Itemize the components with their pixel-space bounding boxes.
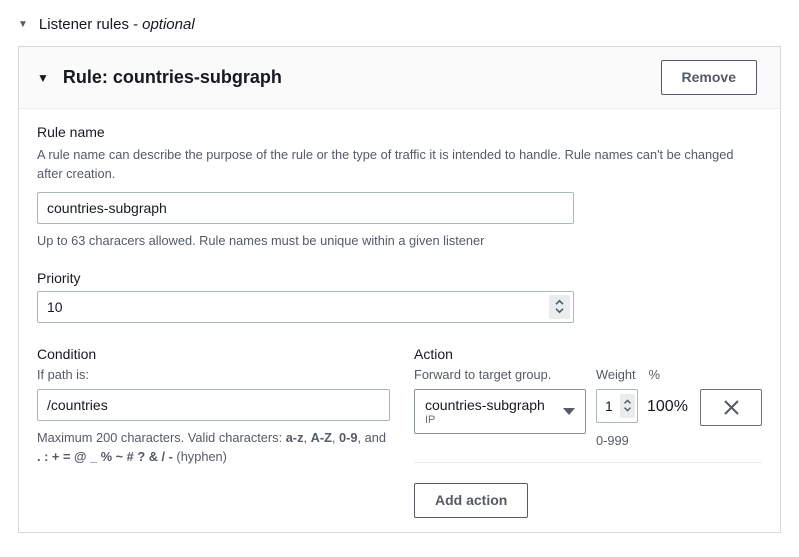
listener-rules-title: Listener rules -	[38, 16, 139, 33]
action-column	[414, 346, 762, 518]
close-icon	[722, 398, 741, 417]
add-action-button[interactable]: Add action	[414, 483, 528, 518]
forward-target-group-label: Forward to target group.	[414, 366, 552, 382]
priority-field	[37, 270, 762, 323]
remove-rule-button[interactable]: Remove	[661, 60, 757, 95]
target-group-value: countries-subgraph	[425, 396, 545, 413]
weight-range-helper: 0-999	[596, 432, 629, 448]
listener-rules-optional-label: optional	[142, 16, 195, 33]
priority-label: Priority	[37, 269, 81, 286]
weight-field	[596, 389, 638, 448]
weight-label: Weight	[596, 366, 636, 382]
priority-input-wrap	[37, 291, 574, 323]
remove-action-button[interactable]	[700, 389, 762, 426]
weight-input-wrap	[596, 389, 638, 423]
rule-caret-icon: ▼	[37, 70, 49, 85]
listener-rules-expander[interactable]	[18, 16, 781, 33]
rule-title: Rule: countries-subgraph	[62, 67, 282, 87]
expander-caret-icon: ▼	[18, 19, 28, 30]
weight-stepper[interactable]	[620, 394, 635, 418]
rule-name-label: Rule name	[37, 124, 105, 140]
rule-name-helper: Up to 63 characers allowed. Rule names must be unique within a given listener	[37, 233, 485, 249]
action-label: Action	[414, 345, 453, 362]
target-group-select[interactable]	[414, 389, 586, 434]
action-controls-row	[414, 389, 762, 448]
rule-name-input[interactable]	[37, 192, 574, 224]
priority-stepper[interactable]	[549, 295, 570, 319]
if-path-is-label: If path is:	[37, 366, 89, 382]
chevron-up-down-icon	[623, 398, 632, 413]
condition-helper: Maximum 200 characters. Valid characters: a-z, A-Z, 0-9, and . : + = @ _ % ~ # ? & / - (hyphen)	[37, 429, 387, 464]
path-condition-input[interactable]	[37, 389, 390, 421]
rule-panel	[18, 46, 781, 533]
rule-expander[interactable]	[37, 67, 282, 88]
rule-name-field	[37, 124, 762, 251]
action-divider	[414, 462, 762, 463]
priority-input[interactable]	[37, 291, 574, 323]
condition-label: Condition	[37, 345, 97, 362]
rule-panel-body	[19, 109, 780, 532]
chevron-up-down-icon	[554, 298, 565, 315]
condition-column	[37, 346, 390, 518]
rule-panel-header	[19, 47, 780, 109]
condition-action-row	[37, 346, 762, 518]
target-group-type: IP	[425, 413, 436, 426]
dropdown-caret-icon	[563, 408, 575, 415]
rule-name-description: A rule name can describe the purpose of the rule or the type of traffic it is intended to handle. Rule names can't be changed after creation.	[37, 147, 734, 182]
action-labels-row	[414, 367, 762, 382]
target-group-texts	[425, 396, 557, 427]
percent-label: %	[648, 366, 660, 382]
weight-total: 100%	[647, 397, 688, 415]
